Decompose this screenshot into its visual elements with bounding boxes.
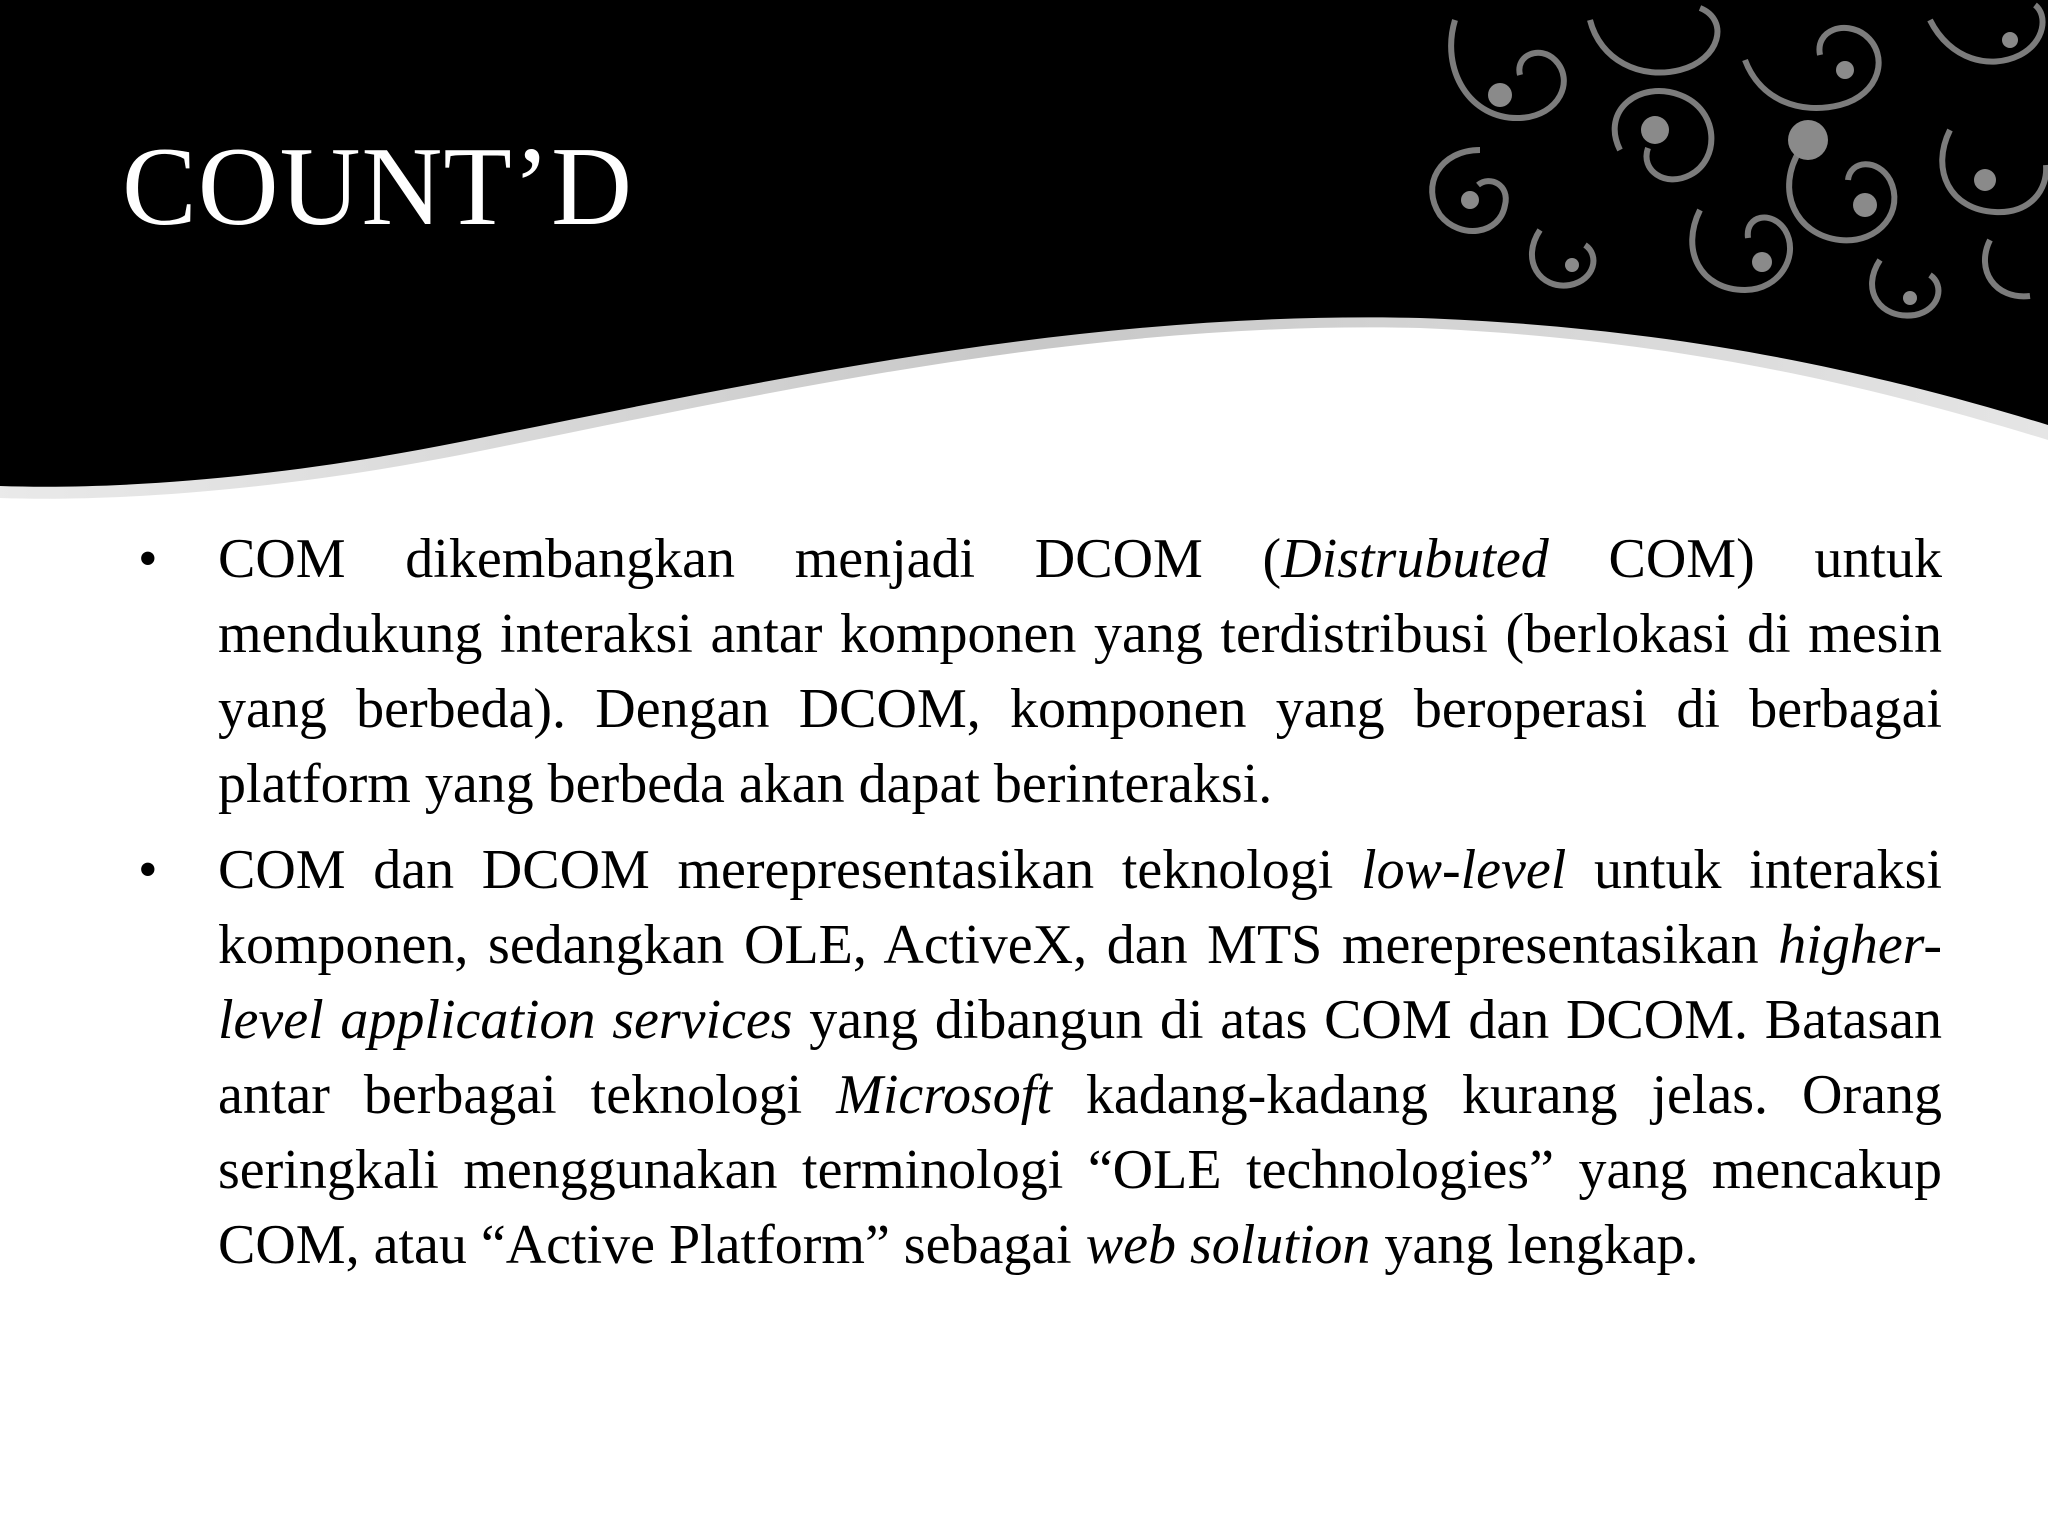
bullet-item-low-level [138, 833, 1942, 1283]
bullet-marker-icon: • [138, 528, 158, 590]
bullet-text [218, 833, 1942, 1283]
text-run: COM dan DCOM merepresentasikan teknologi [218, 839, 1362, 901]
text-run-italic: higher-level application services [218, 914, 1942, 1051]
text-run: kadang-kadang kurang jelas. Orang seringkali menggunakan terminologi “OLE technologies” yang mencakup COM, atau “Active Platform” sebagai [218, 1064, 1942, 1276]
bullet-text [218, 522, 1942, 822]
text-run: COM dikembangkan menjadi DCOM ( [218, 528, 1282, 590]
text-run-italic: Distrubuted [1281, 528, 1549, 590]
text-run: COM) untuk mendukung interaksi antar komponen yang terdistribusi (berlokasi di mesin yang berbeda). Dengan DCOM, komponen yang beroperasi di berbagai platform yang berbeda akan dapat berinteraksi. [218, 528, 1942, 815]
text-run-italic: low-level [1361, 839, 1567, 901]
text-run-italic: Microsoft [836, 1064, 1052, 1126]
text-run: yang dibangun di atas COM dan DCOM. Batasan antar berbagai teknologi [218, 989, 1942, 1126]
bullet-marker-icon: • [138, 839, 158, 901]
header-wave-background [0, 0, 2048, 520]
slide-title: COUNT’D [122, 125, 633, 249]
bullet-list [138, 522, 1942, 1294]
text-run: untuk interaksi komponen, sedangkan OLE, ActiveX, dan MTS merepresentasikan [218, 839, 1942, 976]
bullet-item-dcom [138, 522, 1942, 822]
header-band [0, 0, 2048, 520]
text-run-italic: web solution [1085, 1214, 1371, 1276]
text-run: yang lengkap. [1370, 1214, 1699, 1276]
